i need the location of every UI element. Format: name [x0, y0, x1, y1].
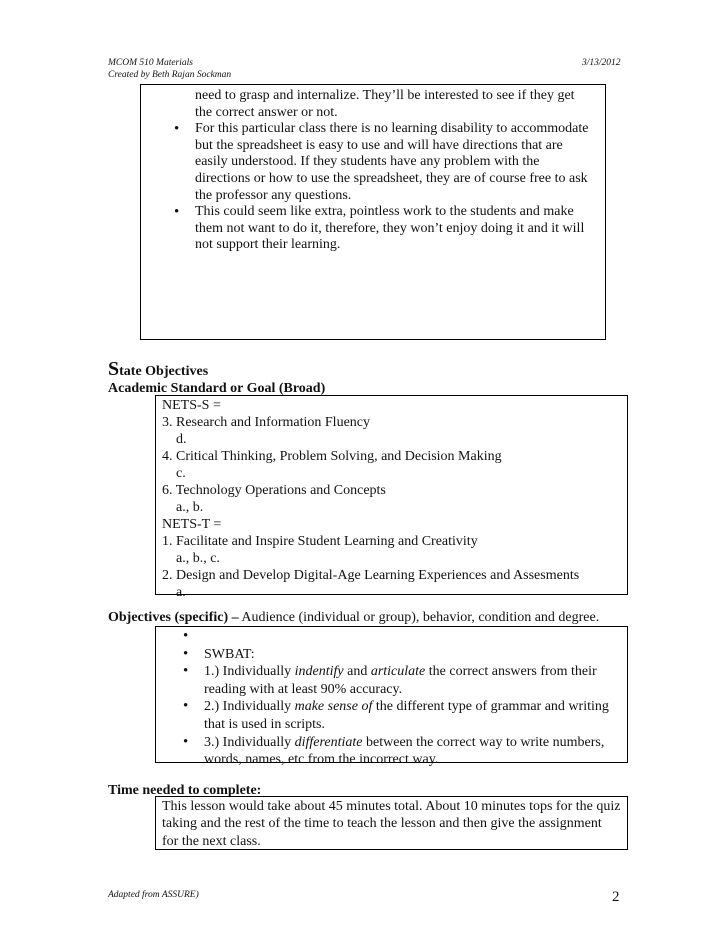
objective-text: 2.) Individually: [204, 699, 295, 715]
objective-text: between the correct way to write numbers, words, names, etc from the incorrect way.: [204, 734, 605, 768]
standards-lines: [162, 397, 579, 601]
header-date: 3/13/2012: [582, 58, 621, 68]
standard-line: 2. Design and Develop Digital-Age Learning Experiences and Assesments: [162, 568, 580, 583]
standard-line: d.: [176, 432, 187, 447]
bullet-item: • This could seem like extra, pointless work to the students and make them not want to do it, therefore, they won’t enjoy doing it and it will not support their learning.: [167, 204, 595, 254]
objective-text: the different type of grammar and writing that is used in scripts.: [204, 699, 609, 732]
objective-text: and: [343, 664, 371, 680]
objective-text: 1.) Individually: [204, 664, 295, 680]
author-credit: Created by Beth Rajan Sockman: [108, 70, 232, 80]
standard-line: c.: [176, 466, 186, 481]
objective-verb: articulate: [370, 664, 426, 680]
objectives-heading-rest: Audience (individual or group), behavior, condition and degree.: [238, 610, 600, 625]
objectives-list: [176, 628, 621, 769]
objective-item: [176, 734, 621, 769]
continued-text: need to grasp and internalize. They’ll be interested to see if they get the correct answer or not.: [195, 88, 575, 120]
objective-item: [176, 698, 621, 733]
standard-line: a., b.: [176, 500, 204, 515]
state-objectives-heading: [108, 358, 209, 380]
standard-line: 6. Technology Operations and Concepts: [162, 483, 386, 498]
objective-text: 3.) Individually: [204, 734, 295, 750]
objectives-box: [155, 626, 628, 768]
swbat-item: • SWBAT:: [176, 646, 621, 664]
standard-line: NETS-T =: [162, 517, 222, 532]
top-box: [140, 84, 606, 340]
heading-initial: S: [108, 358, 120, 380]
objective-verb: make sense of: [294, 699, 373, 715]
heading-rest: tate Objectives: [119, 364, 209, 379]
top-bullet-list: [167, 121, 595, 254]
objective-text: the correct answers from their reading with at least 90% accuracy.: [204, 664, 597, 697]
bullet-item: • For this particular class there is no learning disability to accommodate but the spreadsheet is easy to use and will have directions that are easily understood. If they students have any problem with the directions or how to use the spreadsheet, they are of course free to ask the professor any questions.: [167, 121, 595, 204]
standard-line: 4. Critical Thinking, Problem Solving, and Decision Making: [162, 449, 502, 464]
header-left: [108, 57, 231, 81]
time-text: This lesson would take about 45 minutes total. About 10 minutes tops for the quiz taking and the rest of the time to teach the lesson and then give the assignment for the next class.: [162, 799, 621, 849]
academic-standard-heading: Academic Standard or Goal (Broad): [108, 381, 326, 396]
objectives-heading-bold: Objectives (specific) –: [108, 610, 239, 625]
objective-verb: differentiate: [294, 734, 363, 750]
empty-bullet: [176, 628, 621, 646]
objective-verb: indentify: [294, 664, 344, 680]
standard-line: 1. Facilitate and Inspire Student Learning and Creativity: [162, 534, 478, 549]
course-name: MCOM 510 Materials: [108, 58, 193, 68]
standard-line: a., b., c.: [176, 551, 220, 566]
footer-source: Adapted from ASSURE): [108, 890, 199, 900]
time-box: [155, 796, 628, 850]
standard-line: a.: [176, 585, 186, 600]
standards-box: [155, 395, 628, 600]
standard-line: 3. Research and Information Fluency: [162, 415, 370, 430]
page-number: 2: [612, 889, 620, 905]
standard-line: NETS-S =: [162, 398, 221, 413]
time-heading: Time needed to complete:: [108, 783, 262, 798]
objective-item: [176, 663, 621, 698]
objectives-heading: [108, 609, 599, 626]
